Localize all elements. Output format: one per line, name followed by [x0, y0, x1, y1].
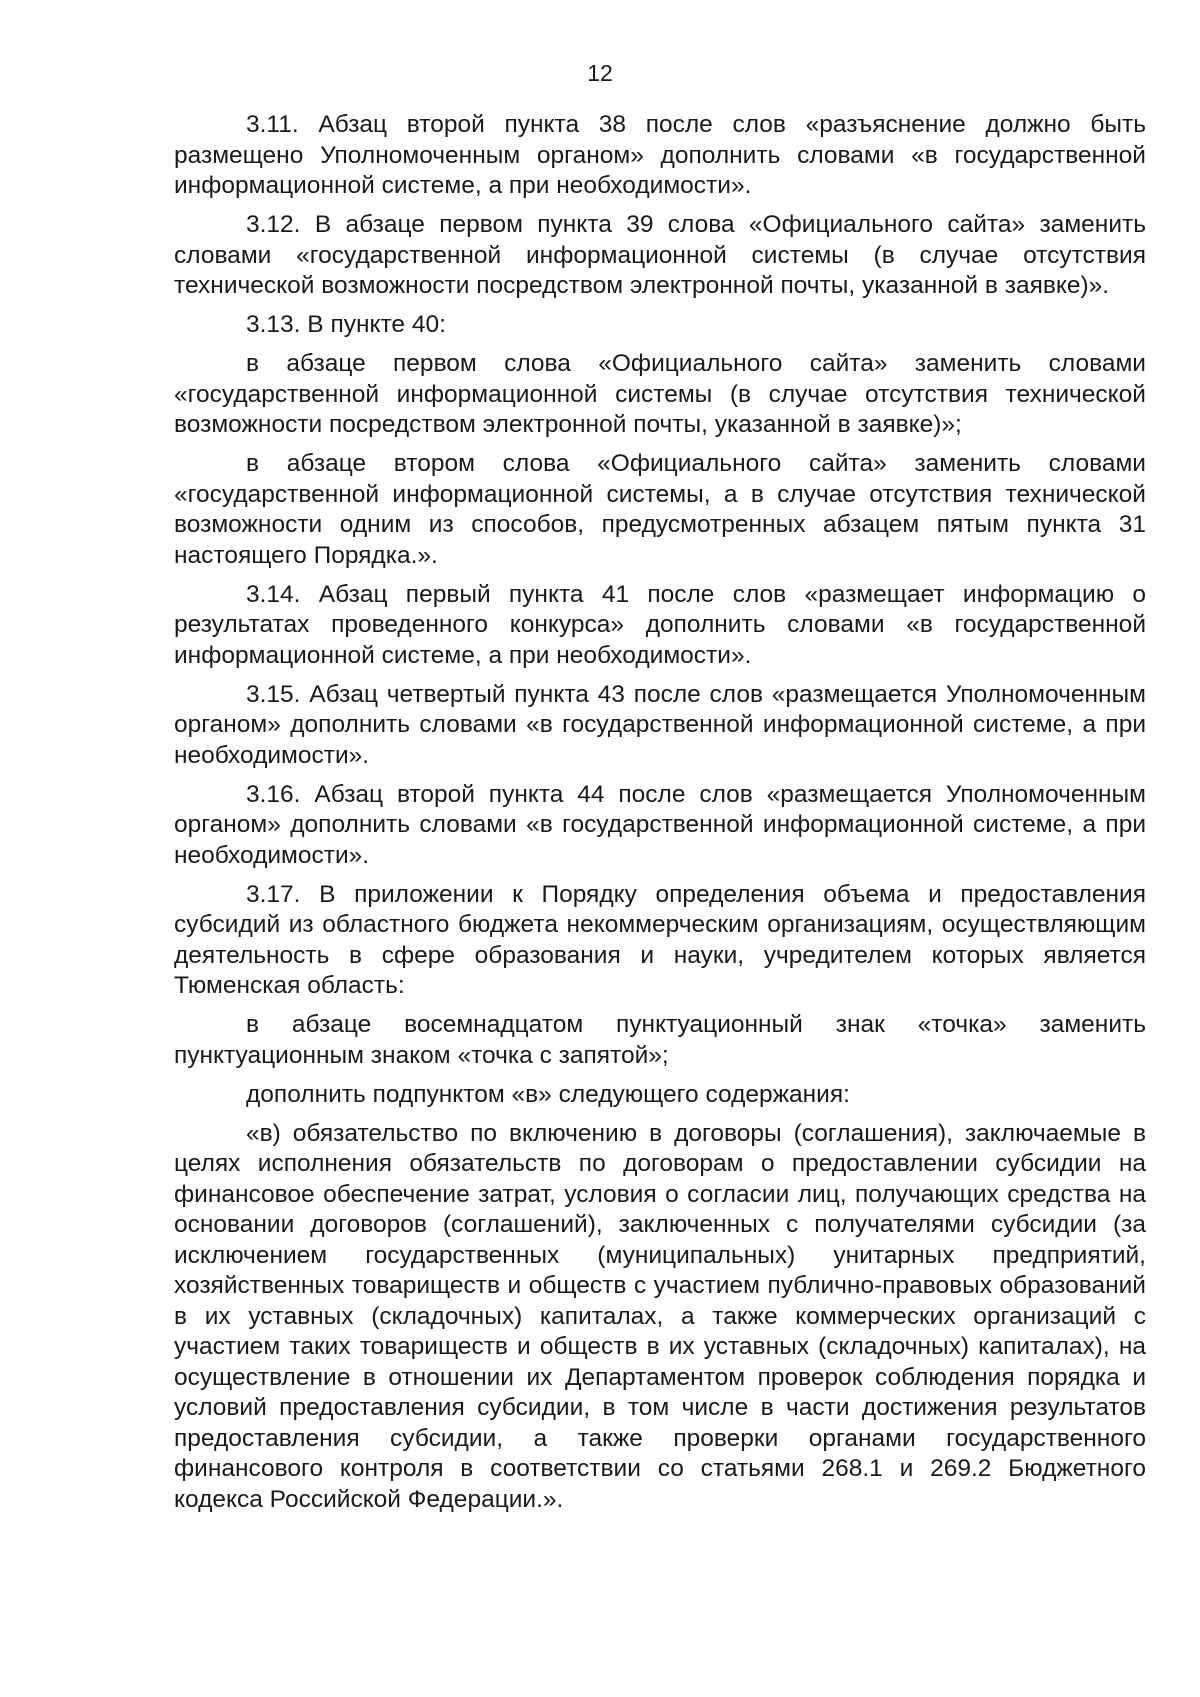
paragraph-3-13: 3.13. В пункте 40: [246, 311, 446, 338]
paragraph-3-17-add-subitem: дополнить подпунктом «в» следующего содержания: [246, 1080, 850, 1108]
paragraph-3-13-second-abzac: в абзаце втором слова «Официального сайта» заменить словами «государственной информационной системы, а в случае отсутствия технической возможности одним из способов, предусмотренных абзацем пятым пункта 31 настоящего Порядка.». [174, 450, 1146, 569]
paragraph-3-15: 3.15. Абзац четвертый пункта 43 после слов «размещается Уполномоченным органом» дополнить словами «в государственной информационной системе, а при необходимости». [174, 680, 1146, 769]
paragraph-3-12: 3.12. В абзаце первом пункта 39 слова «Официального сайта» заменить словами «государственной информационной системы (в случае отсутствия технической возможности посредством электронной почты, указанной в заявке)». [174, 211, 1146, 299]
paragraph-3-17-abzac-eighteen: в абзаце восемнадцатом пунктуационный знак «точка» заменить пунктуационным знаком «точка с запятой»; [174, 1011, 1146, 1069]
paragraph-3-13-first-abzac: в абзаце первом слова «Официального сайта» заменить словами «государственной информационной системы (в случае отсутствия технической возможности посредством электронной почты, указанной в заявке)»; [174, 350, 1146, 438]
paragraph-3-11: 3.11. Абзац второй пункта 38 после слов «разъяснение должно быть размещено Уполномоченным органом» дополнить словами «в государственной информационной системе, а при необходимости». [174, 111, 1146, 199]
paragraph-3-14: 3.14. Абзац первый пункта 41 после слов «размещает информацию о результатах проведенного конкурса» дополнить словами «в государственной информационной системе, а при необходимости». [174, 580, 1146, 669]
paragraph-subitem-v: «в) обязательство по включению в договоры (соглашения), заключаемые в целях исполнения обязательств по договорам о предоставлении субсидии на финансовое обеспечение затрат, условия о согласии лиц, получающих средства на основании договоров (соглашений), заключенных с получателями субсидии (за исключением государственных (муниципальных) унитарных предприятий, хозяйственных товариществ и обществ с участием публично-правовых образований в их уставных (складочных) капиталах, а также коммерческих организаций с участием таких товариществ и обществ в их уставных (складочных) капиталах), на осуществление в отношении их Департаментом проверок соблюдения порядка и условий предоставления субсидии, в том числе в части достижения результатов предоставления субсидии, а также проверки органами государственного финансового контроля в соответствии со статьями 268.1 и 269.2 Бюджетного кодекса Российской Федерации.». [174, 1119, 1146, 1513]
page-number: 12 [587, 60, 613, 86]
paragraph-3-16: 3.16. Абзац второй пункта 44 после слов «размещается Уполномоченным органом» дополнить словами «в государственной информационной системе, а при необходимости». [174, 780, 1146, 869]
paragraph-3-17: 3.17. В приложении к Порядку определения объема и предоставления субсидий из областного бюджета некоммерческим организациям, осуществляющим деятельность в сфере образования и науки, учредителем которых является Тюменская область: [174, 880, 1146, 999]
document-body [174, 110, 1146, 1515]
